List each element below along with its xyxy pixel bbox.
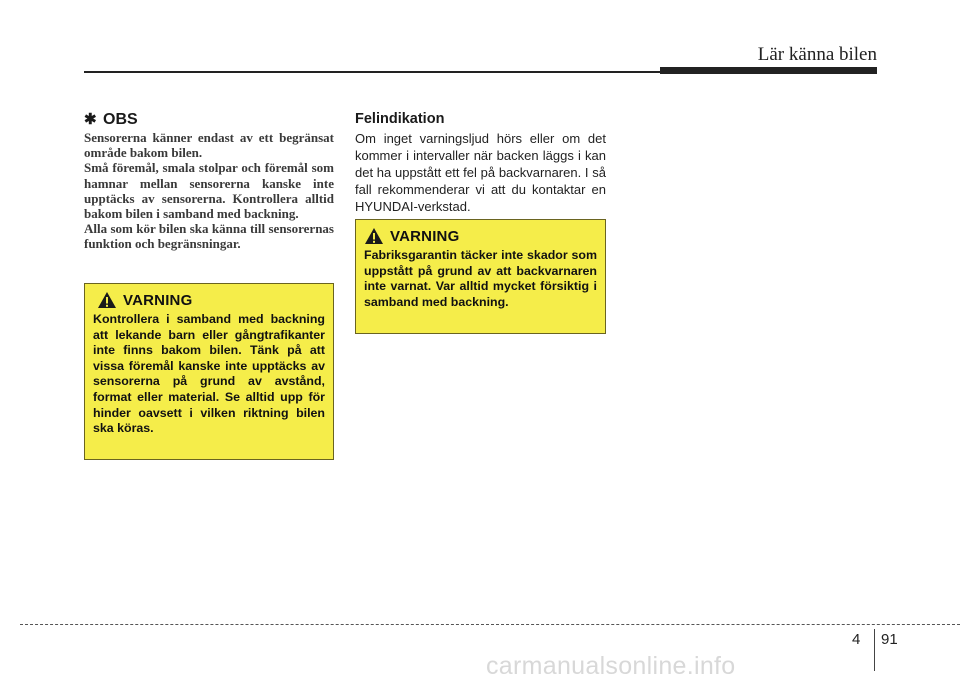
page-number-divider (874, 629, 875, 671)
page-number: 91 (881, 631, 898, 648)
warning-label: VARNING (123, 291, 193, 309)
obs-heading-label: OBS (103, 111, 138, 128)
header-rule-thick (660, 67, 877, 74)
obs-paragraph: Alla som kör bilen ska känna till sensorernas funktion och begränsningar. (84, 221, 334, 252)
warning-label: VARNING (390, 227, 460, 245)
warning-header (93, 290, 325, 310)
header-rule (84, 71, 660, 73)
warning-text: Kontrollera i samband med backning att lekande barn eller gångtrafikanter inte finns bakom bilen. Tänk på att vissa föremål kanske inte upptäcks av sensorerna på grund av avstånd, format eller material. Se alltid upp för hinder oavsett i vilken riktning bilen ska köras. (93, 312, 325, 436)
warning-triangle-icon (364, 227, 384, 245)
warning-triangle-icon (97, 291, 117, 309)
warning-header (364, 226, 597, 246)
obs-paragraph: Sensorerna känner endast av ett begränsat område bakom bilen. (84, 130, 334, 161)
obs-body (84, 130, 334, 252)
warning-text: Fabriksgarantin täcker inte skador som uppstått på grund av att backvarnaren inte varnat. Var alltid mycket försiktig i samband med backning. (364, 248, 597, 309)
chapter-number: 4 (852, 631, 861, 648)
warning-box-left (84, 283, 334, 460)
asterisk-icon: ✱ (84, 111, 97, 128)
chapter-title: Lär känna bilen (757, 44, 877, 65)
felindikation-heading: Felindikation (355, 111, 445, 127)
watermark: carmanualsonline.info (486, 652, 736, 680)
footer-rule (20, 624, 960, 625)
obs-heading (84, 110, 138, 129)
felindikation-body: Om inget varningsljud hörs eller om det kommer i intervaller när backen läggs i kan det ha uppstått ett fel på backvarnaren. I så fall rekommenderar vi att du kontaktar en HYUNDAI-verkstad. (355, 131, 606, 214)
obs-paragraph: Små föremål, smala stolpar och föremål som hamnar mellan sensorerna kanske inte upptäcks av sensorerna. Kontrollera alltid bakom bilen i samband med backning. (84, 160, 334, 222)
warning-box-right (355, 219, 606, 334)
